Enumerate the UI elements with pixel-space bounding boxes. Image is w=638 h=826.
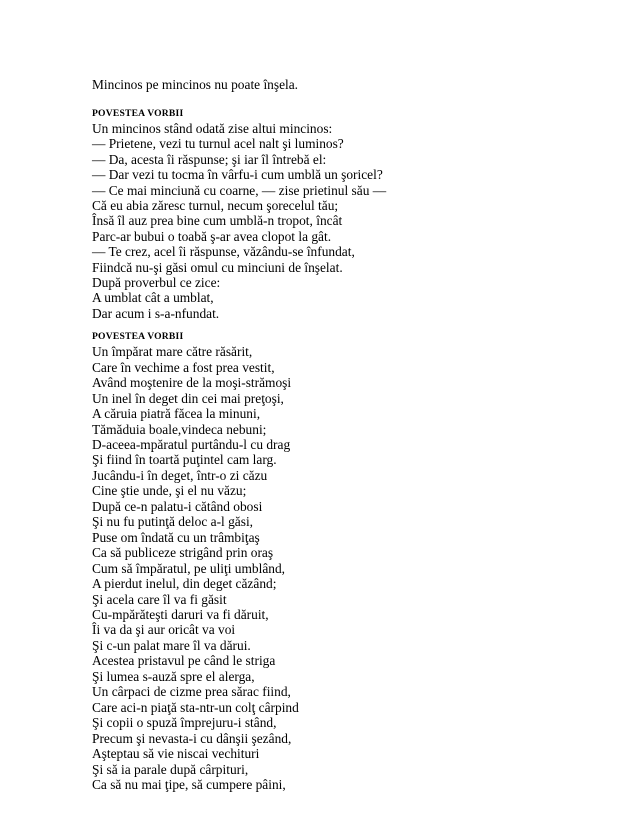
poem-line: Că eu abia zăresc turnul, necum şorecelul tău; xyxy=(92,198,339,214)
poem-line: Jucându-i în deget, într-o zi căzu xyxy=(92,467,268,483)
poem-line: — Ce mai minciună cu coarne, — zise prietinul său — xyxy=(92,182,387,198)
poem-line: Tămăduia boale,vindeca nebuni; xyxy=(92,421,267,437)
poem-line: Cine ştie unde, şi el nu văzu; xyxy=(92,483,247,499)
poem-line: Care aci-n piaţă sta-ntr-un colţ cârpind xyxy=(92,699,299,715)
poem-line: Îi va da şi aur oricât va voi xyxy=(92,622,236,638)
poem-line: Şi nu fu putinţă deloc a-l găsi, xyxy=(92,514,254,530)
poem-line: După proverbul ce zice: xyxy=(92,275,221,291)
poem-line: Şi să ia parale după cârpituri, xyxy=(92,761,249,777)
poem-line: Fiindcă nu-şi găsi omul cu minciuni de înşelat. xyxy=(92,259,343,275)
poem-line: A căruia piatră făcea la minuni, xyxy=(92,406,261,422)
poem-line: Şi lumea s-auză spre el alerga, xyxy=(92,668,255,684)
poem-line: Un inel în deget din cei mai preţoşi, xyxy=(92,390,284,406)
poem-line: — Da, acesta îi răspunse; şi iar îl întrebă el: xyxy=(92,151,327,167)
poem-line: — Dar vezi tu tocma în vârfu-i cum umblă un şoricel? xyxy=(92,167,383,183)
poem-line: Şi copii o spuză împrejuru-i stând, xyxy=(92,715,277,731)
poem-line: Dar acum i s-a-nfundat. xyxy=(92,305,220,321)
poem-line: A umblat cât a umblat, xyxy=(92,290,214,306)
poem-line: Care în vechime a fost prea vestit, xyxy=(92,359,275,375)
poem-line: Şi acela care îl va fi găsit xyxy=(92,591,227,607)
poem-line: Precum şi nevasta-i cu dânşii şezând, xyxy=(92,730,292,746)
poem-line: — Prietene, vezi tu turnul acel nalt şi luminos? xyxy=(92,136,344,152)
poem-line: Cum să împăratul, pe uliţi umblând, xyxy=(92,560,286,576)
poem-line: Parc-ar bubui o toabă ş-ar avea clopot la gât. xyxy=(92,228,332,244)
poem-line: Acestea pristavul pe când le striga xyxy=(92,653,276,669)
poem-line: Cu-mpărăteşti daruri va fi dăruit, xyxy=(92,606,269,622)
poem-line: Aşteptau să vie niscai vechituri xyxy=(92,746,260,762)
poem-line: Un împărat mare către răsărit, xyxy=(92,344,253,360)
poem-line: Un cârpaci de cizme prea sărac fiind, xyxy=(92,684,291,700)
poem-line: Ca să publiceze strigând prin oraş xyxy=(92,545,274,561)
poem-line: Şi fiind în toartă puţintel cam larg. xyxy=(92,452,277,468)
section-2-heading: POVESTEA VORBII xyxy=(92,331,184,343)
section-1-poem xyxy=(92,121,612,321)
poem-line: Ca să nu mai ţipe, să cumpere pâini, xyxy=(92,776,286,792)
poem-line: D-aceea-mpăratul purtându-l cu drag xyxy=(92,437,291,452)
poem-line: A pierdut inelul, din deget căzând; xyxy=(92,576,277,592)
intro-line: Mincinos pe mincinos nu poate înşela. xyxy=(92,77,299,92)
poem-line: Însă îl auz prea bine cum umblă-n tropot, încât xyxy=(92,213,343,229)
section-1-heading: POVESTEA VORBII xyxy=(92,108,184,119)
poem-line: Un mincinos stând odată zise altui mincinos: xyxy=(92,121,333,136)
poem-line: Puse om îndată cu un trâmbiţaş xyxy=(92,529,260,545)
section-2-poem xyxy=(92,344,612,792)
document-page xyxy=(92,76,612,792)
poem-line: — Te crez, acel îi răspunse, văzându-se înfundat, xyxy=(92,244,355,260)
poem-line: După ce-n palatu-i cătând obosi xyxy=(92,498,263,514)
poem-line: Având moştenire de la moşi-strămoşi xyxy=(92,375,292,391)
poem-line: Şi c-un palat mare îl va dărui. xyxy=(92,637,251,653)
